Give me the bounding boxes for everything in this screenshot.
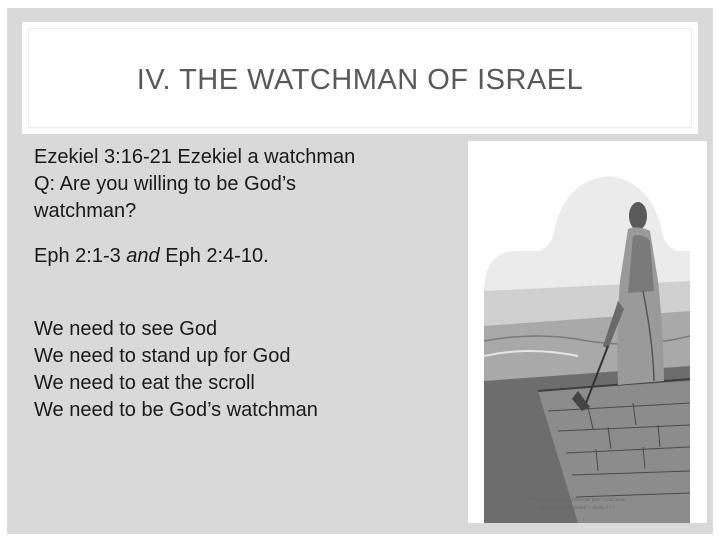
illustration-caption-1: "Thou O son of man, I have set thee a watchman	[528, 498, 626, 503]
scripture-line: Ezekiel 3:16-21 Ezekiel a watchman	[34, 146, 356, 168]
watchman-illustration	[468, 141, 707, 523]
ephesians-line	[34, 243, 474, 270]
point-item: We need to see God	[34, 318, 218, 340]
slide-title: IV. THE WATCHMAN OF ISRAEL	[136, 63, 584, 96]
question-line: Q: Are you willing to be God’s	[34, 173, 296, 195]
slide	[7, 8, 713, 534]
ephesians-ref-2: Eph 2:4-10.	[159, 245, 269, 267]
question-line-cont: watchman?	[34, 200, 137, 222]
point-item: We need to eat the scroll	[34, 372, 255, 394]
point-item: We need to be God’s watchman	[34, 399, 318, 421]
title-box	[22, 22, 698, 134]
body-text	[34, 144, 474, 424]
illustration-caption-2: unto the house of Israel."—Ezek. 33:7.	[538, 506, 616, 511]
watchman-engraving	[468, 141, 707, 523]
ephesians-ref-1: Eph 2:1-3	[34, 245, 127, 267]
point-item: We need to stand up for God	[34, 345, 291, 367]
ephesians-and: and	[126, 245, 160, 267]
